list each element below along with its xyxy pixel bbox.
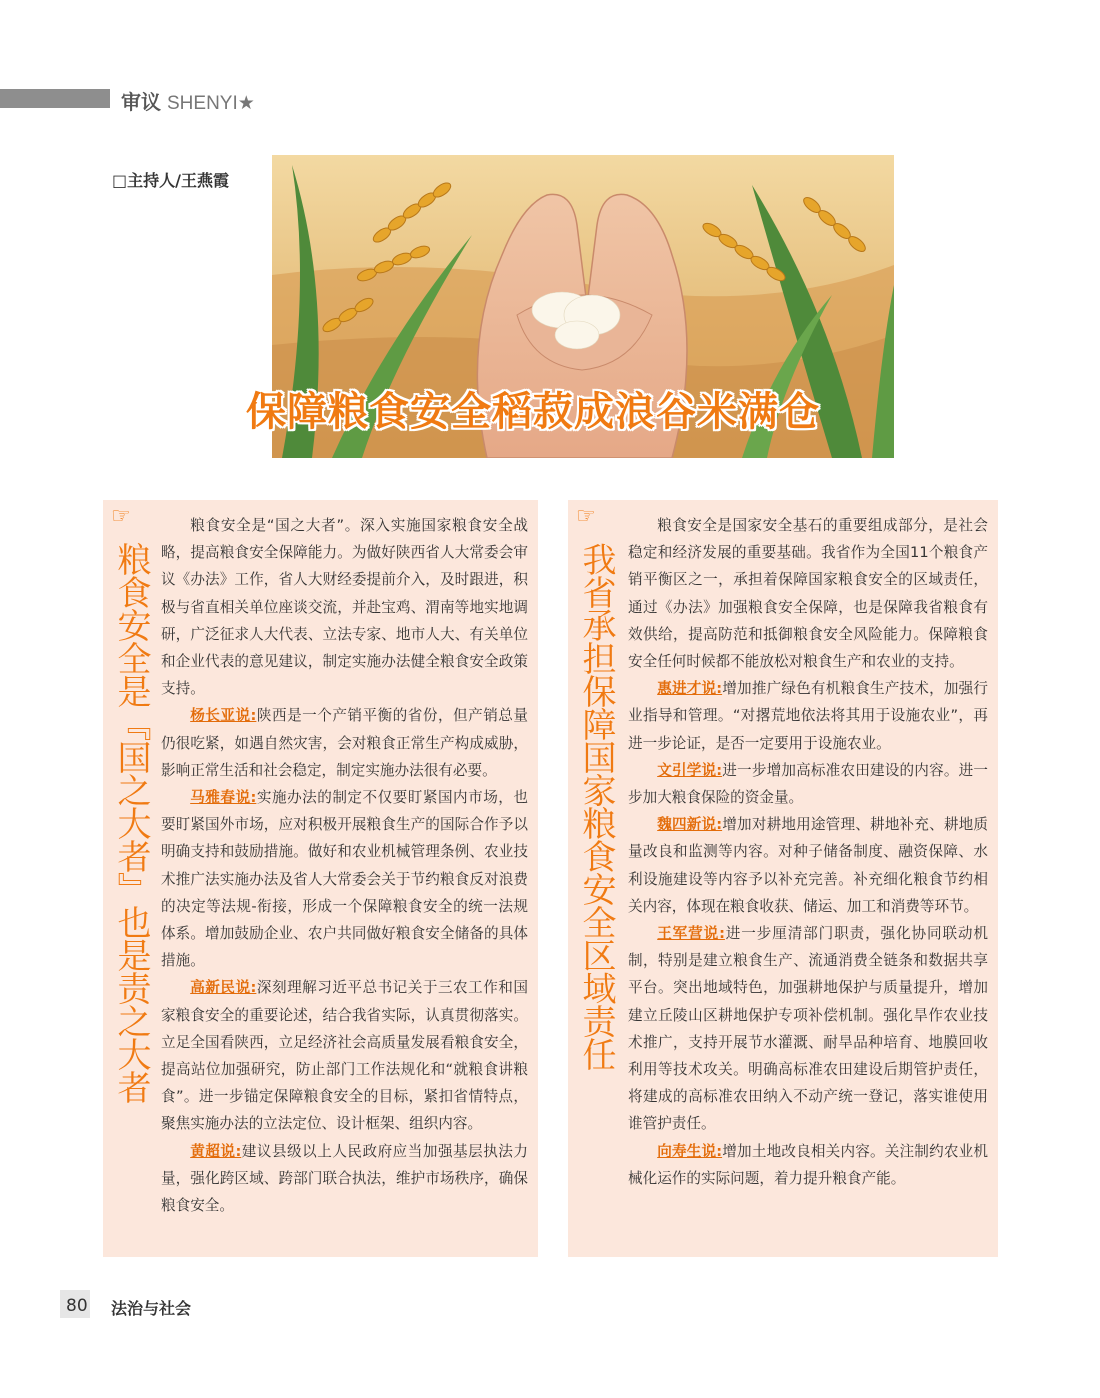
speaker-text: 增加推广绿色有机粮食生产技术，加强行业指导和管理。“对撂荒地依法将其用于设施农业”，再进一步论证，是否一定要用于设施农业。 — [628, 680, 988, 752]
article-title: 保障粮食安全稻菽成浪谷米满仓 — [246, 389, 820, 435]
speaker-name: 魏四新说: — [657, 816, 723, 834]
list-item — [628, 811, 988, 920]
section-name-en: SHENYI★ — [167, 93, 255, 114]
section-name-cn: 审议 — [121, 90, 161, 114]
list-item — [161, 1138, 528, 1220]
speaker-name: 高新民说: — [190, 979, 257, 997]
list-item — [161, 702, 528, 784]
speaker-name: 杨长亚说: — [190, 707, 257, 725]
list-item — [628, 675, 988, 757]
list-item — [161, 784, 528, 974]
speaker-name: 文引学说: — [657, 761, 723, 779]
speaker-name: 黄超说: — [190, 1142, 242, 1160]
speaker-text: 实施办法的制定不仅要盯紧国内市场，也要盯紧国外市场，应对积极开展粮食生产的国际合作予以明确支持和鼓励措施。做好和农业机械管理条例、农业技术推广法实施办法及省人大常委会关于节约粮食反对浪费的决定等法规-衔接，形成一个保障粮食安全的统一法规体系。增加鼓励企业、农户共同做好粮食安全储备的具体措施。 — [161, 789, 528, 970]
right-column-panel — [568, 500, 998, 1257]
host-credit: □主持人/王燕霞 — [112, 171, 229, 190]
speaker-name: 马雅春说: — [190, 789, 257, 807]
speaker-text: 进一步厘清部门职责，强化协同联动机制，特别是建立粮食生产、流通消费全链条和数据共享平台。突出地域特色，加强耕地保护与质量提升，增加建立丘陵山区耕地保护专项补偿机制。强化旱作农业技术推广，支持开展节水灌溉、耐旱品种培育、地膜回收利用等技术攻关。明确高标准农田建设后期管护责任，将建成的高标准农田纳入不动产统一登记，落实谁使用谁管护责任。 — [628, 925, 988, 1133]
speaker-text: 深刻理解习近平总书记关于三农工作和国家粮食安全的重要论述，结合我省实际，认真贯彻落实。立足全国看陕西，立足经济社会高质量发展看粮食安全，提高站位加强研究，防止部门工作法规化和“就粮食讲粮食”。进一步锚定保障粮食安全的目标，紧扣省情特点，聚焦实施办法的立法定位、设计框架、组织内容。 — [161, 979, 528, 1133]
speaker-name: 向寿生说: — [657, 1142, 723, 1160]
header-bar — [0, 89, 110, 108]
speaker-name: 惠进才说: — [657, 680, 723, 698]
right-intro: 粮食安全是国家安全基石的重要组成部分，是社会稳定和经济发展的重要基础。我省作为全国11个粮食产销平衡区之一，承担着保障国家粮食安全的区域责任，通过《办法》加强粮食安全保障，也是保障我省粮食有效供给，提高防范和抵御粮食安全风险能力。保障粮食安全任何时候都不能放松对粮食生产和农业的支持。 — [628, 517, 988, 671]
list-item — [628, 757, 988, 811]
speaker-text: 增加对耕地用途管理、耕地补充、耕地质量改良和监测等内容。对种子储备制度、融资保障、水利设施建设等内容予以补充完善。补充细化粮食节约相关内容，体现在粮食收获、储运、加工和消费等环节。 — [628, 816, 988, 915]
list-item — [628, 1138, 988, 1192]
left-body — [161, 512, 528, 1219]
left-column-panel — [103, 500, 538, 1257]
pointing-hand-icon: ☞ — [576, 504, 596, 529]
right-vertical-title: 我省承担保障国家粮食安全区域责任 — [576, 542, 616, 1070]
left-intro: 粮食安全是“国之大者”。深入实施国家粮食安全战略，提高粮食安全保障能力。为做好陕西省人大常委会审议《办法》工作，省人大财经委提前介入，及时跟进，积极与省直相关单位座谈交流，并赴宝鸡、渭南等地实地调研，广泛征求人大代表、立法专家、地市人大、有关单位和企业代表的意见建议，制定实施办法健全粮食安全政策支持。 — [161, 517, 528, 698]
speaker-text: 陕西是一个产销平衡的省份，但产销总量仍很吃紧，如遇自然灾害，会对粮食正常生产构成威胁，影响正常生活和社会稳定，制定实施办法很有必要。 — [161, 707, 528, 779]
list-item — [628, 920, 988, 1138]
right-body — [628, 512, 988, 1192]
speaker-text: 增加土地改良相关内容。关注制约农业机械化运作的实际问题，着力提升粮食产能。 — [628, 1142, 988, 1187]
list-item — [161, 974, 528, 1137]
pointing-hand-icon: ☞ — [111, 504, 131, 529]
magazine-name: 法治与社会 — [111, 1299, 192, 1318]
speaker-name: 王军营说: — [657, 925, 725, 943]
left-vertical-title: 粮食安全是『国之大者』也是责之大者 — [111, 542, 151, 1103]
speaker-text: 进一步增加高标准农田建设的内容。进一步加大粮食保险的资金量。 — [628, 761, 988, 807]
page-number: 80 — [66, 1296, 88, 1316]
section-label — [121, 86, 255, 115]
speaker-text: 建议县级以上人民政府应当加强基层执法力量，强化跨区域、跨部门联合执法，维护市场秩序，确保粮食安全。 — [161, 1142, 528, 1215]
